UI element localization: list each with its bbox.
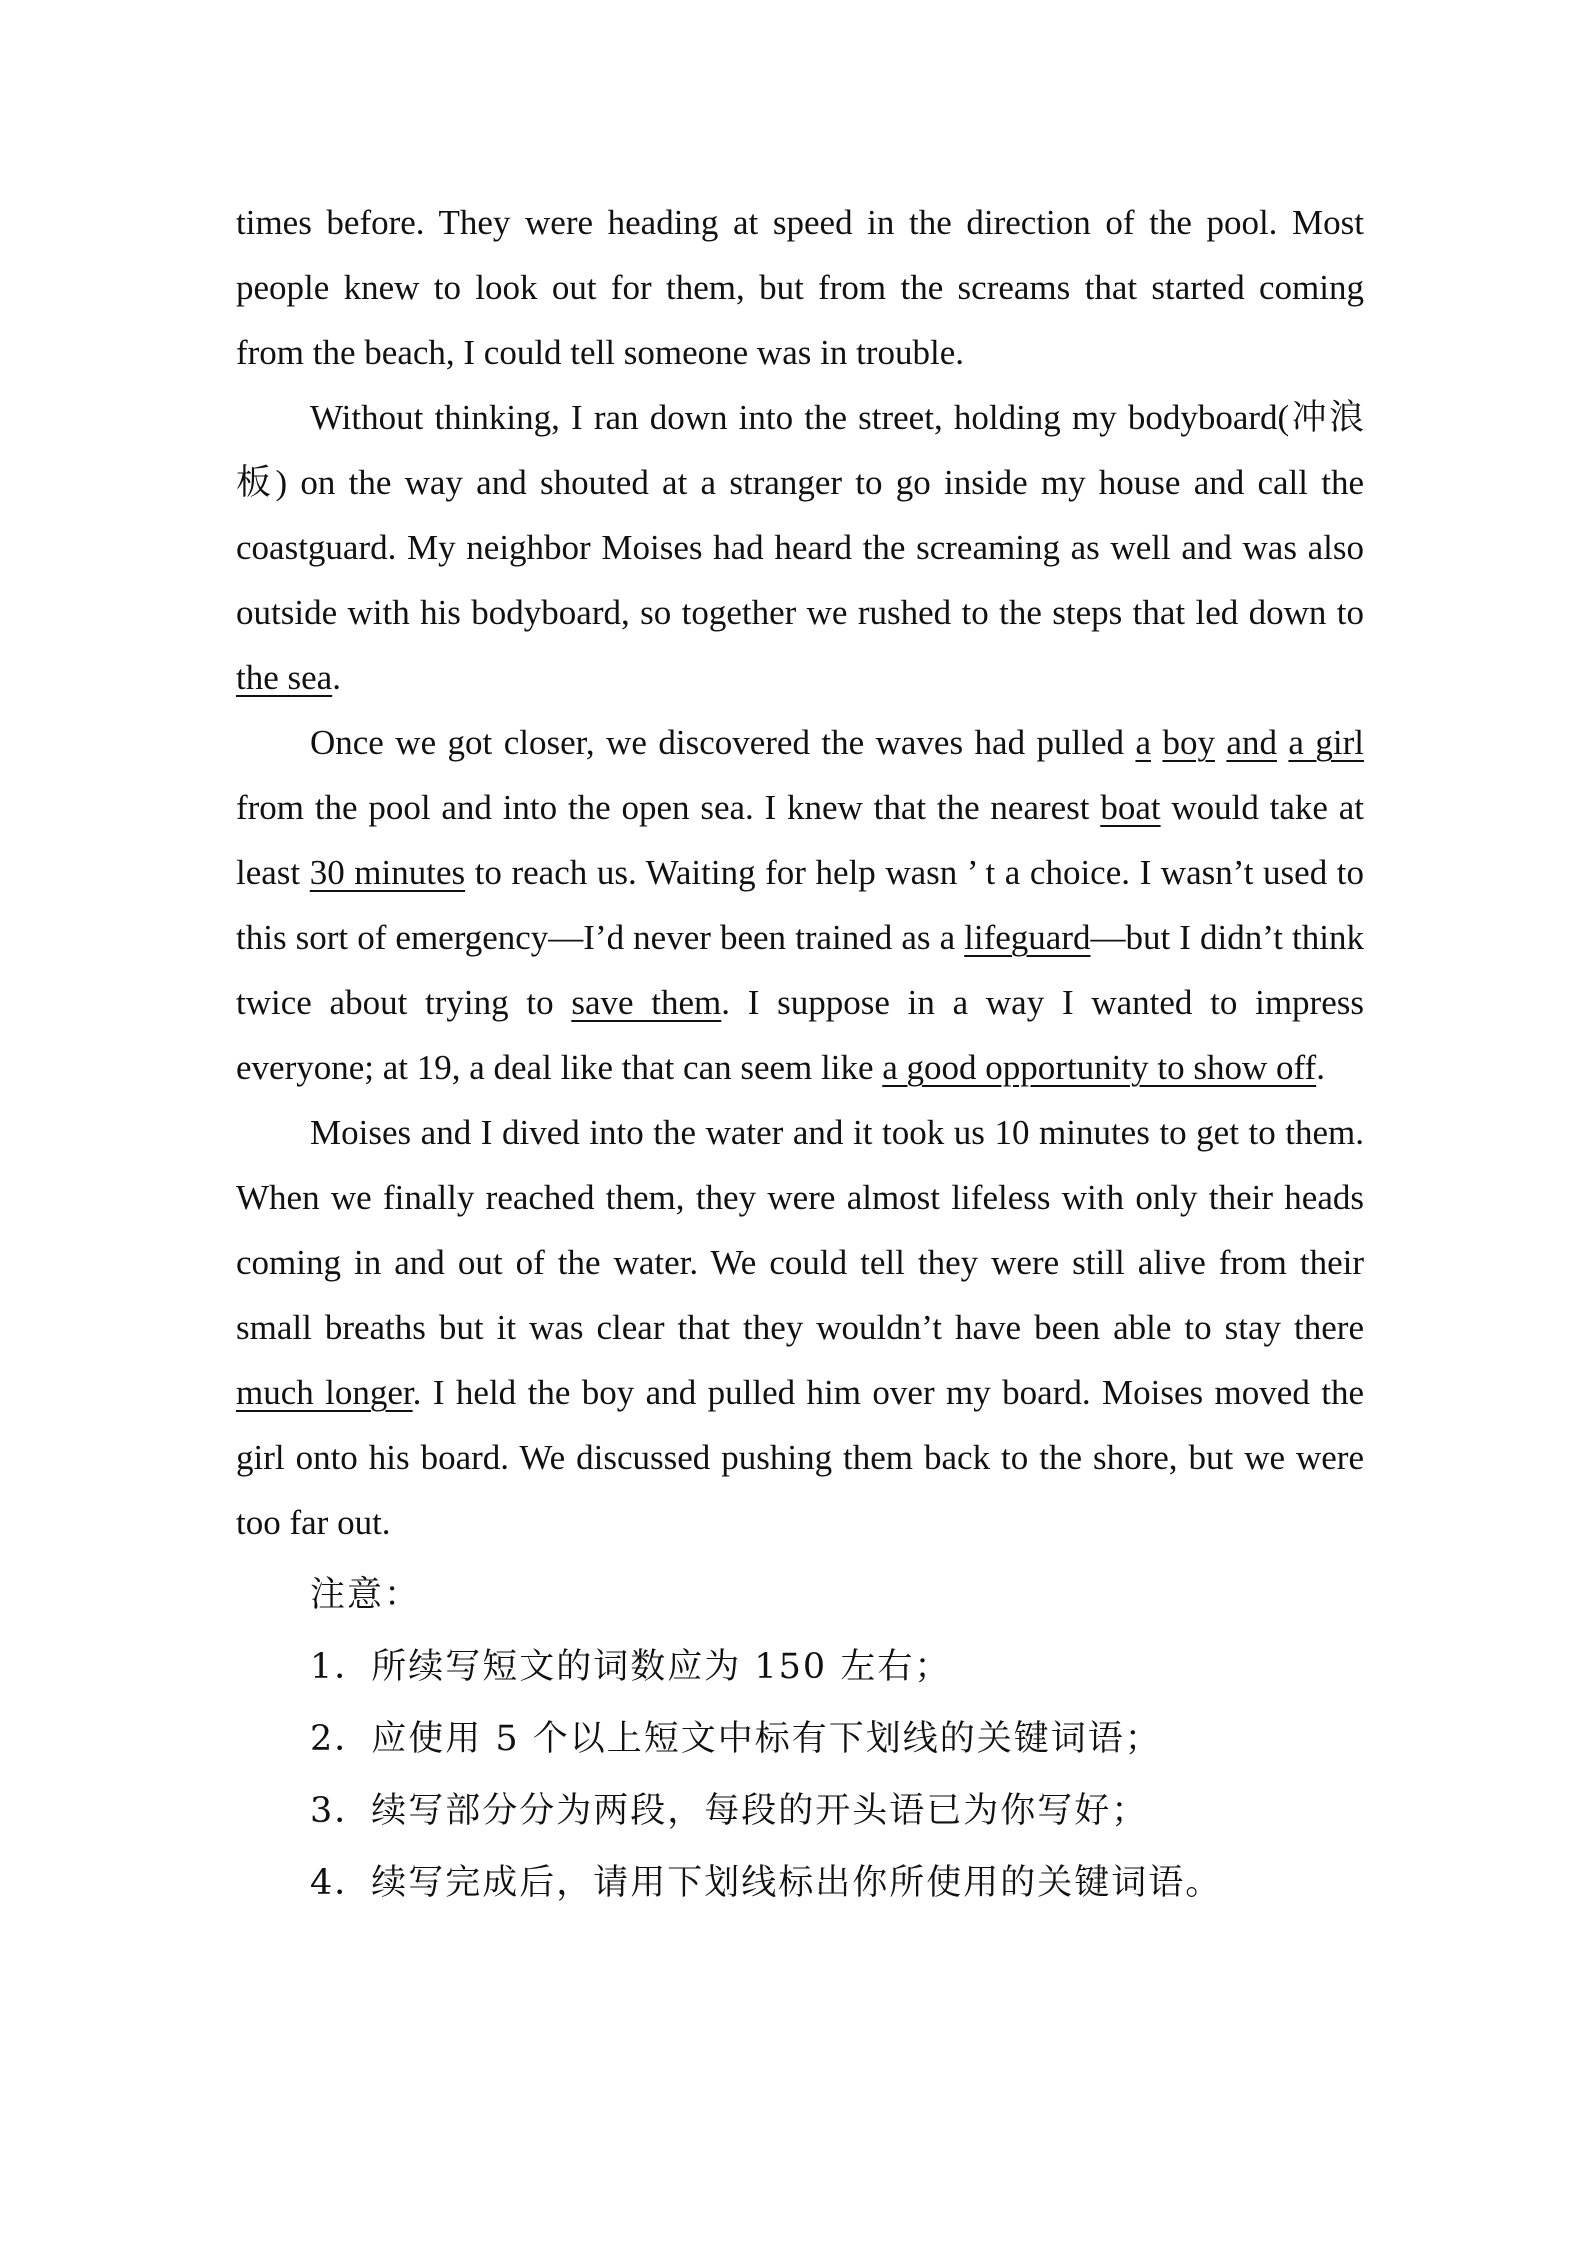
underlined-keyword: and [1226, 723, 1277, 762]
text-segment [1151, 723, 1162, 762]
text-segment: Moises and I dived into the water and it took us 10 minutes to get to them. When we finally reached them, they were almost lifeless with only their heads coming in and out of the water. We could tell they were still alive from their small breaths but it was clear that they wouldn’t have been able to stay there [236, 1113, 1364, 1347]
note-item: 1．所续写短文的词数应为 150 左右； [310, 1647, 952, 1687]
paragraph [236, 1100, 1364, 1555]
text-segment: from the pool and into the open sea. I knew that the nearest [236, 788, 1101, 827]
notes-section [236, 1559, 1364, 1919]
document-page [236, 190, 1364, 1919]
paragraph [236, 190, 1364, 385]
underlined-keyword: lifeguard [964, 918, 1091, 957]
note-item: 3．续写部分分为两段，每段的开头语已为你写好； [310, 1791, 1149, 1831]
underlined-keyword: a [1135, 723, 1151, 762]
text-segment [1215, 723, 1226, 762]
underlined-keyword: a good opportunity to show off [882, 1048, 1317, 1087]
underlined-keyword: the sea [236, 658, 333, 697]
note-item: 4．续写完成后，请用下划线标出你所使用的关键词语。 [310, 1863, 1223, 1903]
notes-title: 注意： [310, 1575, 422, 1615]
text-segment: —but I didn’t think twice about trying to [236, 918, 1364, 1022]
underlined-keyword: 30 minutes [309, 853, 466, 892]
note-item: 2．应使用 5 个以上短文中标有下划线的关键词语； [310, 1719, 1162, 1759]
story-text [236, 190, 1364, 1555]
underlined-keyword: save them [571, 983, 722, 1022]
text-segment: to reach us. Waiting for help wasn ’ t a choice. I wasn’t used to this sort of emergency—I’d never been trained as a [236, 853, 1364, 957]
underlined-keyword: boat [1100, 788, 1161, 827]
paragraph [236, 385, 1364, 710]
text-segment: times before. They were heading at speed in the direction of the pool. Most people knew to look out for them, but from the screams that started coming from the beach, I could tell someone was in trouble. [236, 203, 1364, 372]
text-segment: would take at least [236, 788, 1364, 892]
underlined-keyword: much longer [236, 1373, 413, 1412]
underlined-keyword: boy [1162, 723, 1215, 762]
paragraph [236, 710, 1364, 1100]
text-segment: Without thinking, I ran down into the street, holding my bodyboard(冲浪板) on the way and shouted at a stranger to go inside my house and call the coastguard. My neighbor Moises had heard the screaming as well and was also outside with his bodyboard, so together we rushed to the steps that led down to [236, 398, 1364, 632]
text-segment: Once we got closer, we discovered the waves had pulled [310, 723, 1136, 762]
text-segment: . I suppose in a way I wanted to impress everyone; at 19, a deal like that can seem like [236, 983, 1364, 1087]
text-segment [1277, 723, 1288, 762]
text-segment: . [1316, 1048, 1325, 1087]
underlined-keyword: a girl [1288, 723, 1364, 762]
text-segment: . [332, 658, 341, 697]
text-segment: . I held the boy and pulled him over my board. Moises moved the girl onto his board. We discussed pushing them back to the shore, but we were too far out. [236, 1373, 1364, 1542]
